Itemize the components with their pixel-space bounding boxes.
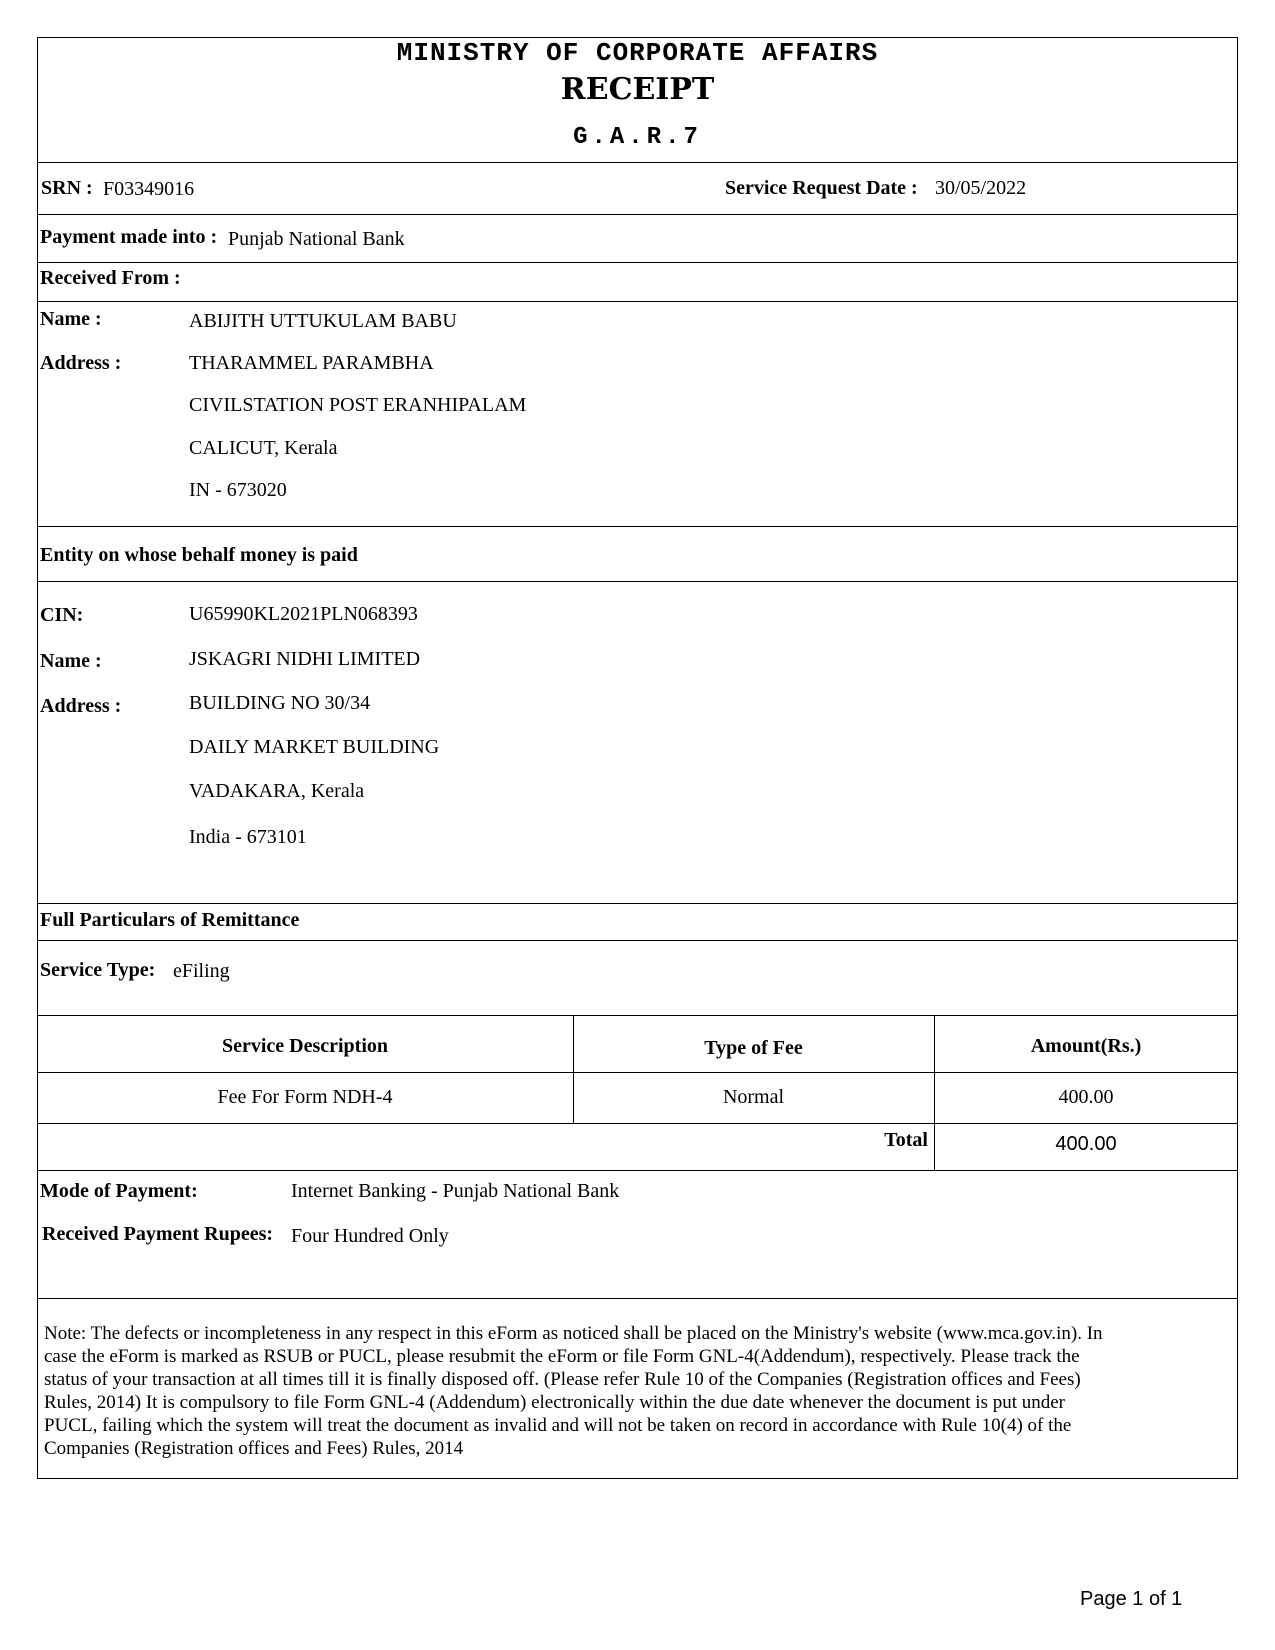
srn-value: F03349016: [103, 178, 195, 200]
divider: [37, 581, 1238, 582]
entity-heading: Entity on whose behalf money is paid: [40, 544, 358, 566]
page-number: Page 1 of 1: [1080, 1588, 1183, 1610]
divider: [37, 1072, 1238, 1073]
table-header-service-description: Service Description: [221, 1035, 389, 1057]
received-payment-rupees-value: Four Hundred Only: [291, 1225, 449, 1247]
mode-of-payment-value: Internet Banking - Punjab National Bank: [291, 1180, 620, 1202]
table-header-amount: Amount(Rs.): [1030, 1035, 1142, 1057]
receipt-title: RECEIPT: [560, 72, 715, 107]
received-from-name: ABIJITH UTTUKULAM BABU: [189, 310, 457, 332]
divider: [37, 940, 1238, 941]
note-line: Rules, 2014) It is compulsory to file Form GNL-4 (Addendum) electronically within the due date whenever the document is put under: [44, 1392, 1066, 1413]
entity-address-label: Address :: [40, 695, 122, 717]
entity-name: JSKAGRI NIDHI LIMITED: [189, 648, 421, 670]
entity-cin: U65990KL2021PLN068393: [189, 603, 418, 625]
service-request-date-label: Service Request Date :: [725, 177, 918, 199]
srn-label: SRN :: [41, 177, 93, 199]
form-code: G.A.R.7: [573, 124, 702, 151]
received-from-address-label: Address :: [40, 352, 122, 374]
table-cell-type-of-fee: Normal: [722, 1086, 785, 1108]
received-from-address-line: THARAMMEL PARAMBHA: [189, 352, 434, 374]
received-from-label: Received From :: [40, 267, 181, 289]
payment-made-into-label: Payment made into :: [40, 226, 218, 248]
divider: [37, 1123, 1238, 1124]
received-from-address-line: CIVILSTATION POST ERANHIPALAM: [189, 394, 527, 416]
table-header-type-of-fee: Type of Fee: [704, 1037, 803, 1059]
service-request-date-value: 30/05/2022: [935, 177, 1027, 199]
note-line: case the eForm is marked as RSUB or PUCL, please resubmit the eForm or file Form GNL-4(Addendum), respectively. Please track the: [44, 1346, 1080, 1367]
received-from-name-label: Name :: [40, 308, 102, 330]
received-payment-rupees-label: Received Payment Rupees:: [42, 1223, 274, 1245]
table-cell-service-description: Fee For Form NDH-4: [217, 1086, 393, 1108]
entity-address-line: India - 673101: [189, 826, 307, 848]
divider: [37, 1298, 1238, 1299]
entity-cin-label: CIN:: [40, 604, 84, 626]
note-line: status of your transaction at all times till it is finally disposed off. (Please refer Rule 10 of the Companies (Registration offices and Fees): [44, 1369, 1081, 1390]
mode-of-payment-label: Mode of Payment:: [40, 1180, 198, 1202]
divider: [37, 1170, 1238, 1171]
remittance-heading: Full Particulars of Remittance: [40, 909, 300, 931]
service-type-value: eFiling: [173, 960, 230, 982]
note: [44, 1322, 1234, 1460]
table-cell-amount: 400.00: [1058, 1086, 1114, 1108]
divider: [37, 301, 1238, 302]
entity-name-label: Name :: [40, 650, 102, 672]
divider: [37, 262, 1238, 263]
divider: [37, 903, 1238, 904]
service-type-label: Service Type:: [40, 959, 156, 981]
ministry-title: MINISTRY OF CORPORATE AFFAIRS: [396, 38, 879, 68]
entity-address-line: VADAKARA, Kerala: [189, 780, 365, 802]
divider: [37, 214, 1238, 215]
entity-address-line: BUILDING NO 30/34: [189, 692, 371, 714]
total-label: Total: [884, 1129, 928, 1151]
note-line: PUCL, failing which the system will treat the document as invalid and will not be taken on record in accordance with Rule 10(4) of the: [44, 1415, 1072, 1436]
total-value: 400.00: [1055, 1133, 1117, 1155]
received-from-address-line: IN - 673020: [189, 479, 287, 501]
note-line: Note: The defects or incompleteness in any respect in this eForm as noticed shall be placed on the Ministry's website (www.mca.gov.in). In: [44, 1323, 1103, 1344]
payment-made-into-value: Punjab National Bank: [228, 228, 405, 250]
divider: [37, 1015, 1238, 1016]
note-line: Companies (Registration offices and Fees) Rules, 2014: [44, 1438, 464, 1459]
received-from-address-line: CALICUT, Kerala: [189, 437, 338, 459]
entity-address-line: DAILY MARKET BUILDING: [189, 736, 440, 758]
divider: [37, 526, 1238, 527]
divider: [37, 162, 1238, 163]
